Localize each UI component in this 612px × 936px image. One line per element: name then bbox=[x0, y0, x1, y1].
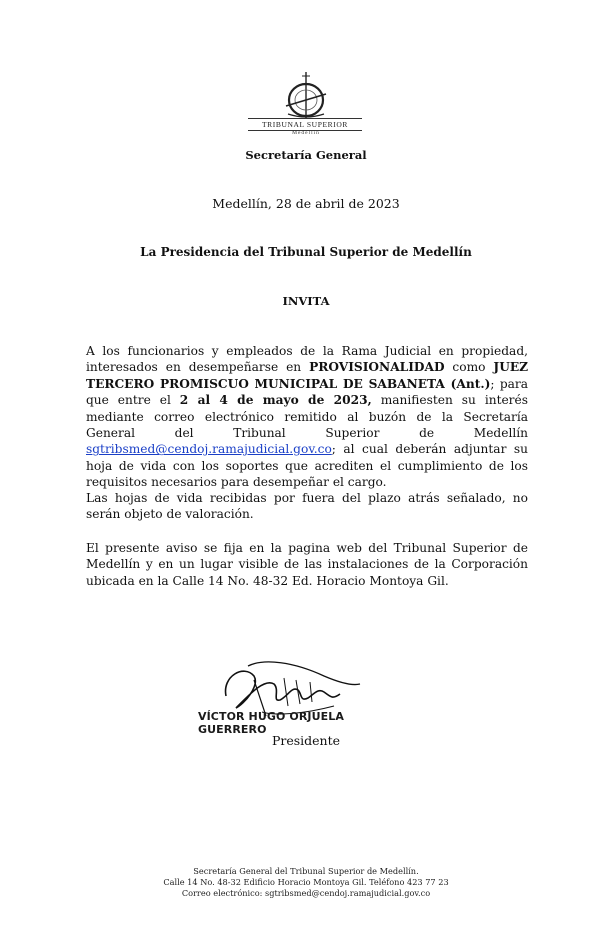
signer-role: Presidente bbox=[271, 733, 341, 748]
paragraph-publication-note: El presente aviso se fija en la pagina web del Tribunal Superior de Medellín y en un lugar visible de las instalaciones de la Corporación ubicada en la Calle 14 No. 48-32 Ed. Horacio Montoya Gil. bbox=[86, 541, 528, 588]
paragraph-deadline-note: Las hojas de vida recibidas por fuera del plazo atrás señalado, no serán objeto de valoración. bbox=[86, 491, 528, 522]
footer-line-1: Secretaría General del Tribunal Superior de Medellín. bbox=[193, 866, 419, 876]
signer-name: VÍCTOR HUGO ORJUELA GUERRERO bbox=[198, 710, 344, 736]
footer-line-2: Calle 14 No. 48-32 Edificio Horacio Montoya Gil. Teléfono 423 77 23 bbox=[163, 877, 449, 887]
department-name: Secretaría General bbox=[245, 148, 367, 162]
document-title: La Presidencia del Tribunal Superior de Medellín bbox=[140, 245, 472, 259]
p1-text-3: ; para que entre el bbox=[86, 376, 528, 408]
document-subtitle: INVITA bbox=[282, 294, 330, 308]
paragraph-invitation bbox=[86, 343, 528, 491]
scales-emblem-icon bbox=[244, 70, 368, 120]
footer-line-3: Correo electrónico: sgtribsmed@cendoj.ramajudicial.gov.co bbox=[181, 888, 431, 898]
logo-city-text: Medellín bbox=[292, 130, 320, 136]
p1-bold-dates: 2 al 4 de mayo de 2023, bbox=[179, 393, 372, 408]
p1-text-2: como bbox=[444, 360, 494, 375]
p1-text-5: ; al cual deberán adjuntar su hoja de vida con los soportes que acrediten el cumplimiento de los requisitos necesarios para desempeñar el cargo. bbox=[86, 442, 528, 490]
p1-text-1: A los funcionarios y empleados de la Rama Judicial en propiedad, interesados en desempeñarse en bbox=[86, 344, 528, 375]
email-link[interactable]: sgtribsmed@cendoj.ramajudicial.gov.co bbox=[86, 442, 332, 457]
p1-text-4: manifiesten su interés mediante correo electrónico remitido al buzón de la Secretaría General del Tribunal Superior de Medellín bbox=[86, 393, 528, 441]
p1-bold-position: JUEZ TERCERO PROMISCUO MUNICIPAL DE SABANETA (Ant.) bbox=[86, 360, 529, 391]
date-line: Medellín, 28 de abril de 2023 bbox=[212, 196, 400, 211]
p1-bold-provisionalidad: PROVISIONALIDAD bbox=[309, 360, 445, 375]
logo-band-text: TRIBUNAL SUPERIOR bbox=[248, 118, 362, 131]
tribunal-logo bbox=[244, 70, 368, 140]
